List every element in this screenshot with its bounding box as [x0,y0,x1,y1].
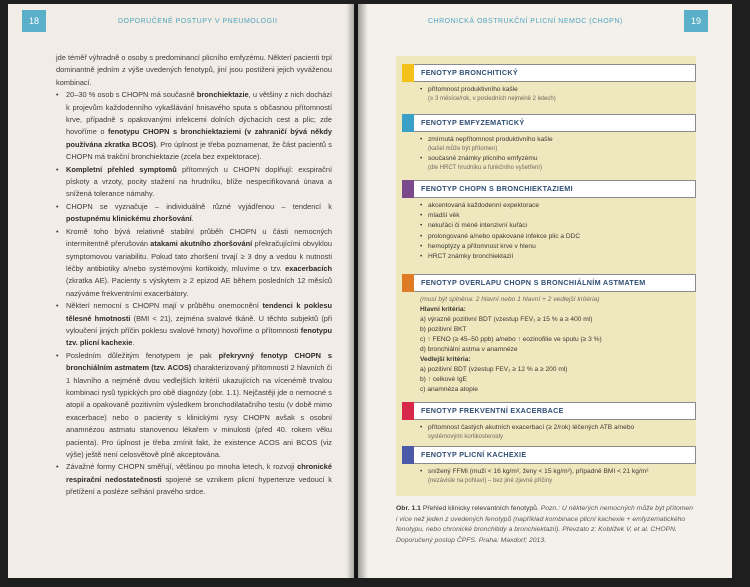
phenotype-title: FENOTYP CHOPN S BRONCHIEKTAZIEMI [421,184,573,193]
bullet-item [66,226,332,300]
bold-term: Kompletní přehled symptomů [66,164,177,174]
text-run: (zkratka AE). Pacienty s výskytem ≥ 2 epizod AE během posledních 12 měsíců nazýváme frekventními exacerbátory. [66,276,332,298]
intro-paragraph: jde téměř výhradně o osoby s predominancí plicního emfyzému. Některí pacienti trpí dominantně jedním z výše uvedených fenotypů, jiní jsou postiženi jejich vyváženou kombinací. [56,53,332,87]
color-swatch [402,402,414,420]
text-run: (BMI < 21), zejména svalové tkáně. U těchto subjektů (při vyloučení jiných příčin poklesu svalové hmoty) hovoříme o přítomnosti [66,313,332,335]
figure-caption [396,504,696,546]
phenotype-line: (kašel může být přítomen) [428,146,498,153]
phenotype-line: • hemoptýzy a přítomnost krve v hlenu [406,242,696,252]
bold-term: postupnému klinickému zhoršování [66,214,192,224]
phenotype-section [406,446,696,486]
right-page [358,4,732,578]
phenotype-line: a) výrazně pozitivní BDT (vzestup FEV₁ ≥ 15 % a ≥ 400 ml) [420,316,593,323]
phenotype-line: • snížený FFMI (muži < 16 kg/m², ženy < 15 kg/m²), případně BMI < 21 kg/m² [406,467,696,477]
bold-term: fenotypu CHOPN s bronchiektaziemi (v zahraničí bývá někdy používána zkratka BCOS) [66,127,332,149]
text-run: Kromě toho bývá relativně stabilní průběh CHOPN u části nemocných intermitentně přerušován [66,226,332,249]
phenotype-line: • současné známky plicního emfyzému [406,154,696,164]
color-swatch [402,446,414,464]
bullet-item [66,350,332,462]
text-run: . [191,214,194,224]
phenotype-line: b) ↑ celkové IgE [420,376,467,383]
phenotype-title: FENOTYP PLICNÍ KACHEXIE [421,450,527,459]
bullet-item [66,89,332,163]
text-run: CHOPN se vyznačuje – individuálně různé vyjádřenou – tendencí k [66,201,332,211]
book-gutter [346,4,368,578]
bold-term: atakami akutního zhoršování [150,239,253,249]
phenotype-line: c) anamnéza atopie [420,386,478,393]
phenotype-title: FENOTYP BRONCHITICKÝ [421,68,518,77]
phenotype-title-bar [406,402,696,420]
phenotype-section [406,114,696,173]
text-run: Posledním důležitým fenotypem je pak [66,350,219,360]
phenotype-line: (nezávisle na pohlaví) – bez jiné zjevné příčiny [428,478,553,485]
phenotype-line: • přítomnost produktivního kašle [406,85,696,95]
phenotype-title-bar [406,114,696,132]
phenotype-line: b) pozitivní BKT [420,326,467,333]
bullet-item [66,164,332,201]
phenotype-line: a) pozitivní BDT (vzestup FEV₁ ≥ 12 % a ≥ 200 ml) [420,366,568,373]
caption-text: Přehled klinicky relevantních fenotypů. [422,505,539,512]
caption-label: Obr. 1.1 [396,505,421,512]
phenotype-line: • HRCT známky bronchiektazií [406,252,696,262]
criteria-heading: Hlavní kritéria: [420,306,466,313]
text-run: spojené se vznikem plicní hypertenze vedoucí k přetížení a posléze selhání pravého srdce. [66,474,332,497]
phenotype-figure [396,56,696,496]
phenotype-title: FENOTYP OVERLAPU CHOPN S BRONCHIÁLNÍM ASTMATEM [421,278,646,287]
text-run: charakterizovaný přítomností 2 hlavních či 1 hlavního a nejméně dvou vedlejších kritérií ukazujících na vícenémě trvalou kombinaci rysů typických pro obě diagnózy (obr. 1.1). Nejčastěji jde o nemocné s atopií a opakovaně pozitivním výsledkem bronchodilatačního testu (v době mimo exacerbace) nebo o pacienty s klinickými rysy CHOPN avšak s osobní anamnézou astmatu stanovenou lékařem v minulosti (před 40. rokem věku pacienta). Pro úplnost je třeba zmínit fakt, že existence ACOS ani BCOS (viz výše) ještě není celosvětově plně akceptována. [66,363,332,459]
bold-term: překryvný fenotyp CHOPN s bronchiálním astmatem (tzv. ACOS) [66,350,332,373]
page-number: 18 [22,10,46,32]
bullet-item [66,461,332,498]
caption-note: Pozn.: U některých nemocných může být přítomen i více než jeden z uvedených fenotypů (například kombinace plicní kachexie + emfyzematického fenotypu, nebo chronické bronchitidy a bronchiektazií). Převzato z: Koblížek V, et al. CHOPN. Doporučený postup ČPFS. Praha: Maxdorf; 2013. [396,505,693,544]
phenotype-line: c) ↑ FENO (≥ 45–50 ppb) a/nebo ↑ eozinofilie ve sputu (≥ 3 %) [420,336,602,343]
phenotype-line: • nekuřáci či méně intenzivní kuřáci [406,221,696,231]
phenotype-line: • prolongované a/nebo opakované infekce plic a DDC [406,232,696,242]
phenotype-title-bar [406,64,696,82]
text-run: Závažné formy CHOPN směřují, většinou po mnoha letech, k rozvoji [66,462,298,472]
bold-term: chronické respirační nedostatečnosti [66,462,332,484]
page-number: 19 [684,10,708,32]
phenotype-line: d) bronchiální astma v anamnéze [420,346,518,353]
phenotype-line: • přítomnost častých akutních exacerbací (≥ 2/rok) léčených ATB a/nebo [406,423,696,433]
phenotype-title-bar [406,180,696,198]
bold-term: tendenci k poklesu tělesné hmotnosti [66,301,332,323]
criteria-heading: Vedlejší kritéria: [420,356,471,363]
phenotype-section [406,274,696,395]
bullet-item [66,300,332,350]
bullet-item [66,201,332,226]
running-head: CHRONICKÁ OBSTRUKČNÍ PLICNÍ NEMOC (CHOPN) [428,18,623,25]
phenotype-line: • mladší věk [406,211,696,221]
phenotype-line: • akcentovaná každodenní expektorace [406,201,696,211]
phenotype-title: FENOTYP EMFYZEMATICKÝ [421,118,525,127]
bold-term: fenotypu tzv. plicní kachexie [66,325,332,348]
bullet-list [56,89,332,498]
color-swatch [402,180,414,198]
color-swatch [402,274,414,292]
text-run: přítomných u CHOPN doplňují: exspirační pískoty a vrzoty, pocity stažení na hrudníku, blíže nespecifikovaná únava a snížená tolerance námahy. [66,164,332,199]
text-run: . [132,338,135,348]
phenotype-section [406,180,696,262]
text-run: Některí nemocní s CHOPN mají v průběhu onemocnění [66,301,263,311]
bold-term: exacerbacích [285,263,332,273]
running-head: DOPORUČENÉ POSTUPY V PNEUMOLOGII [118,18,278,25]
phenotype-line: systémovými kortikosteroidy [428,434,504,441]
phenotype-title-bar [406,274,696,292]
phenotype-section [406,64,696,104]
phenotype-line: (≥ 3 měsíce/rok, v posledních nejméně 2 letech) [428,96,556,103]
text-run: , u většiny z nich dochází k projevům každodenního vykašlávání hnisavého sputa s občasnou přítomností krve, případně s opakovanými infekcemi dolních dýchacích cest a plic; zde hovoříme o [66,90,333,137]
phenotype-line: • zmírnutá nepřítomnost produktivního kašle [406,135,696,145]
open-book [8,4,732,578]
text-run: 20–30 % osob s CHOPN má současně [66,90,197,100]
color-swatch [402,64,414,82]
phenotype-line: (dle HRCT hrudníku a funkčního vyšetření) [428,165,542,172]
left-page [8,4,354,578]
bold-term: bronchiektazie [196,90,249,100]
text-run: překračujícími obvyklou symptomovou variabilitu. Pokud tato zhoršení trvají ≥ 3 dny a vedou k nutnosti léčby antibiotiky a/nebo systémovými kortikoidy, mluvíme o tzv. [66,239,332,273]
text-run: . Pro úplnost je třeba poznamenat, že část pacientů s CHOPN má trakční bronchiektazie (zcela bez expektorace). [66,139,332,162]
phenotype-line: (musí být splněna: 2 hlavní nebo 1 hlavní + 2 vedlejší kritéria) [420,296,600,303]
body-text [56,52,332,499]
color-swatch [402,114,414,132]
phenotype-title-bar [406,446,696,464]
phenotype-title: FENOTYP FREKVENTNÍ EXACERBACE [421,406,564,415]
phenotype-section [406,402,696,442]
